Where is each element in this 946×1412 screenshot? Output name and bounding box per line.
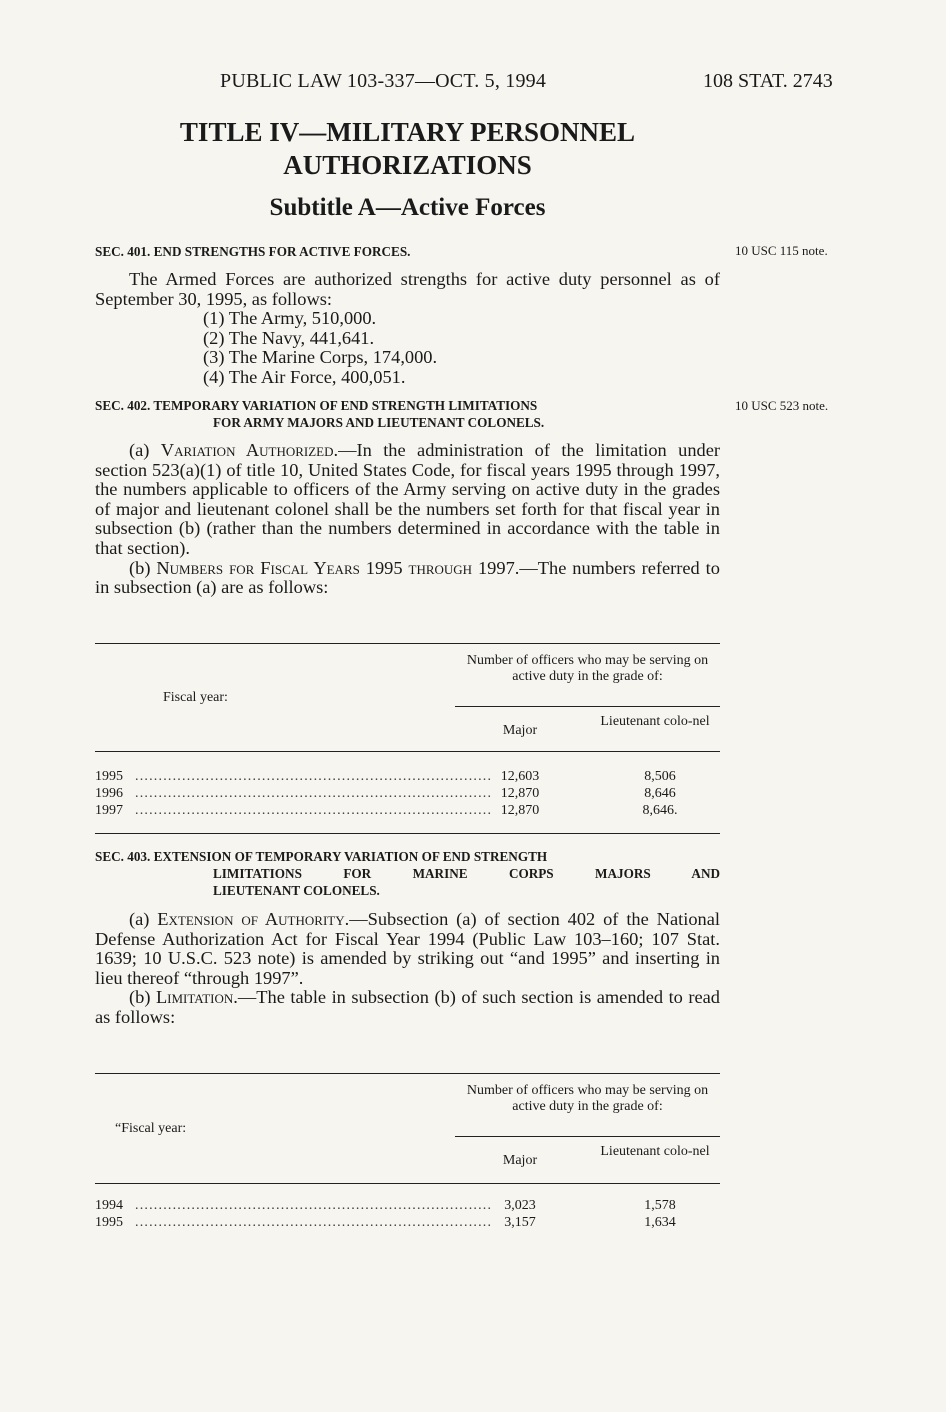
table-row xyxy=(95,769,720,786)
sec-402-heading-line-1: SEC. 402. TEMPORARY VARIATION OF END STRENGTH LIMITATIONS xyxy=(95,398,538,413)
sec-403-a-caption: Extension of Authority. xyxy=(157,909,350,929)
major-column-header: Major xyxy=(502,723,538,738)
leader-dots: ............................................................................ xyxy=(135,769,493,784)
row-lt-colonel: 1,634 xyxy=(644,1215,676,1230)
row-lt-colonel: 8,506 xyxy=(644,769,676,784)
table-row xyxy=(95,1198,720,1215)
subtitle-heading: Subtitle A—Active Forces xyxy=(269,194,546,221)
row-year: 1996 xyxy=(95,786,123,801)
leader-dots: ............................................................................ xyxy=(135,803,493,818)
row-lt-colonel: 1,578 xyxy=(644,1198,676,1213)
title-line-1: TITLE IV—MILITARY PERSONNEL xyxy=(179,117,636,147)
sec-402-margin-note: 10 USC 523 note. xyxy=(735,398,829,413)
leader-dots: ............................................................................ xyxy=(135,1215,493,1230)
sec-403-heading-line-3: LIEUTENANT COLONELS. xyxy=(213,883,380,898)
running-header xyxy=(0,70,946,96)
sec-403-table xyxy=(95,1073,720,1243)
sec-403-a-text: —Subsection (a) of section 402 of the National Defense Authorization Act for Fiscal Year 1994 (Public Law 103–160; 107 Stat. 1639; 10 U.S.C. 523 note) is amended by striking out “and 1995” and inserting in lieu thereof “through 1997”. xyxy=(95,909,720,988)
sec-402-b-label: (b) xyxy=(129,557,157,578)
sec-402-heading xyxy=(95,397,720,431)
sec-402-b-text: —The numbers referred to in subsection (a) are as follows: xyxy=(95,557,720,598)
sec-403-a-label: (a) xyxy=(129,909,158,929)
major-column-header: Major xyxy=(502,1153,538,1168)
sec-401-heading: SEC. 401. END STRENGTHS FOR ACTIVE FORCES. xyxy=(95,244,411,259)
public-law-citation: PUBLIC LAW 103-337—OCT. 5, 1994 xyxy=(220,70,547,92)
table-row xyxy=(95,786,720,803)
row-major: 12,870 xyxy=(500,803,540,818)
fiscal-year-header: “Fiscal year: xyxy=(115,1121,187,1136)
officers-group-header: Number of officers who may be serving on active duty in the grade of: xyxy=(466,1083,709,1114)
title-heading xyxy=(95,116,720,182)
sec-401-item-4: (4) The Air Force, 400,051. xyxy=(203,366,406,387)
sec-403-subsection-a xyxy=(95,910,720,988)
sec-402-subsection-a xyxy=(95,441,720,559)
sec-402-subsection-b xyxy=(95,559,720,598)
sec-403-body xyxy=(95,910,720,1028)
row-year: 1995 xyxy=(95,1215,123,1230)
sec-403-b-text: —The table in subsection (b) of such section is amended to read as follows: xyxy=(95,987,721,1027)
table-row xyxy=(95,803,720,820)
sec-401-margin-note: 10 USC 115 note. xyxy=(735,243,828,258)
officers-group-header: Number of officers who may be serving on active duty in the grade of: xyxy=(466,653,709,684)
statute-page: 108 STAT. 2743 xyxy=(703,70,833,92)
title-line-2: AUTHORIZATIONS xyxy=(283,150,532,180)
sec-402-a-text: —In the administration of the limitation under section 523(a)(1) of title 10, United States Code, for fiscal years 1995 through 1997, the numbers applicable to officers of the Army serving on active duty in the grades of major and lieutenant colonel shall be the numbers set forth for that fiscal year in subsection (b) (rather than the numbers determined in accordance with the table in that section). xyxy=(95,440,720,558)
sec-403-b-label: (b) xyxy=(129,987,156,1008)
sec-402-heading-line-2: FOR ARMY MAJORS AND LIEUTENANT COLONELS. xyxy=(213,415,545,430)
sec-402-a-caption: Variation Authorized. xyxy=(160,440,339,460)
fiscal-year-header: Fiscal year: xyxy=(163,690,228,705)
row-major: 12,603 xyxy=(500,769,540,784)
sec-402-a-label: (a) xyxy=(129,440,161,460)
sec-403-heading xyxy=(95,848,720,899)
sec-403-subsection-b xyxy=(95,988,720,1027)
sec-403-heading-line-2: LIMITATIONS FOR MARINE CORPS MAJORS AND xyxy=(213,866,720,881)
sec-402-table xyxy=(95,643,720,838)
sec-401-item-2: (2) The Navy, 441,641. xyxy=(203,327,375,348)
row-major: 12,870 xyxy=(500,786,540,801)
row-year: 1994 xyxy=(95,1198,123,1213)
sec-403-b-caption: Limitation. xyxy=(155,987,238,1008)
leader-dots: ............................................................................ xyxy=(135,1198,493,1213)
leader-dots: ............................................................................ xyxy=(135,786,493,801)
table-row xyxy=(95,1215,720,1232)
row-major: 3,023 xyxy=(504,1198,536,1213)
sec-402-b-caption: Numbers for Fiscal Years 1995 through 1997. xyxy=(156,557,520,578)
sec-401-item-3: (3) The Marine Corps, 174,000. xyxy=(203,347,438,368)
sec-403-heading-line-1: SEC. 403. EXTENSION OF TEMPORARY VARIATION OF END STRENGTH xyxy=(95,849,548,864)
row-lt-colonel: 8,646 xyxy=(644,786,676,801)
row-year: 1997 xyxy=(95,803,123,818)
lt-colonel-column-header: Lieutenant colo-nel xyxy=(600,714,710,729)
sec-401-item-1: (1) The Army, 510,000. xyxy=(203,308,377,329)
lt-colonel-column-header: Lieutenant colo-nel xyxy=(600,1144,710,1159)
row-major: 3,157 xyxy=(504,1215,536,1230)
sec-401-intro: The Armed Forces are authorized strengths for active duty personnel as of September 30, 1995, as follows: xyxy=(95,269,720,309)
sec-401-body xyxy=(95,270,720,388)
row-year: 1995 xyxy=(95,769,123,784)
row-lt-colonel: 8,646. xyxy=(642,803,678,818)
sec-402-body xyxy=(95,441,720,598)
